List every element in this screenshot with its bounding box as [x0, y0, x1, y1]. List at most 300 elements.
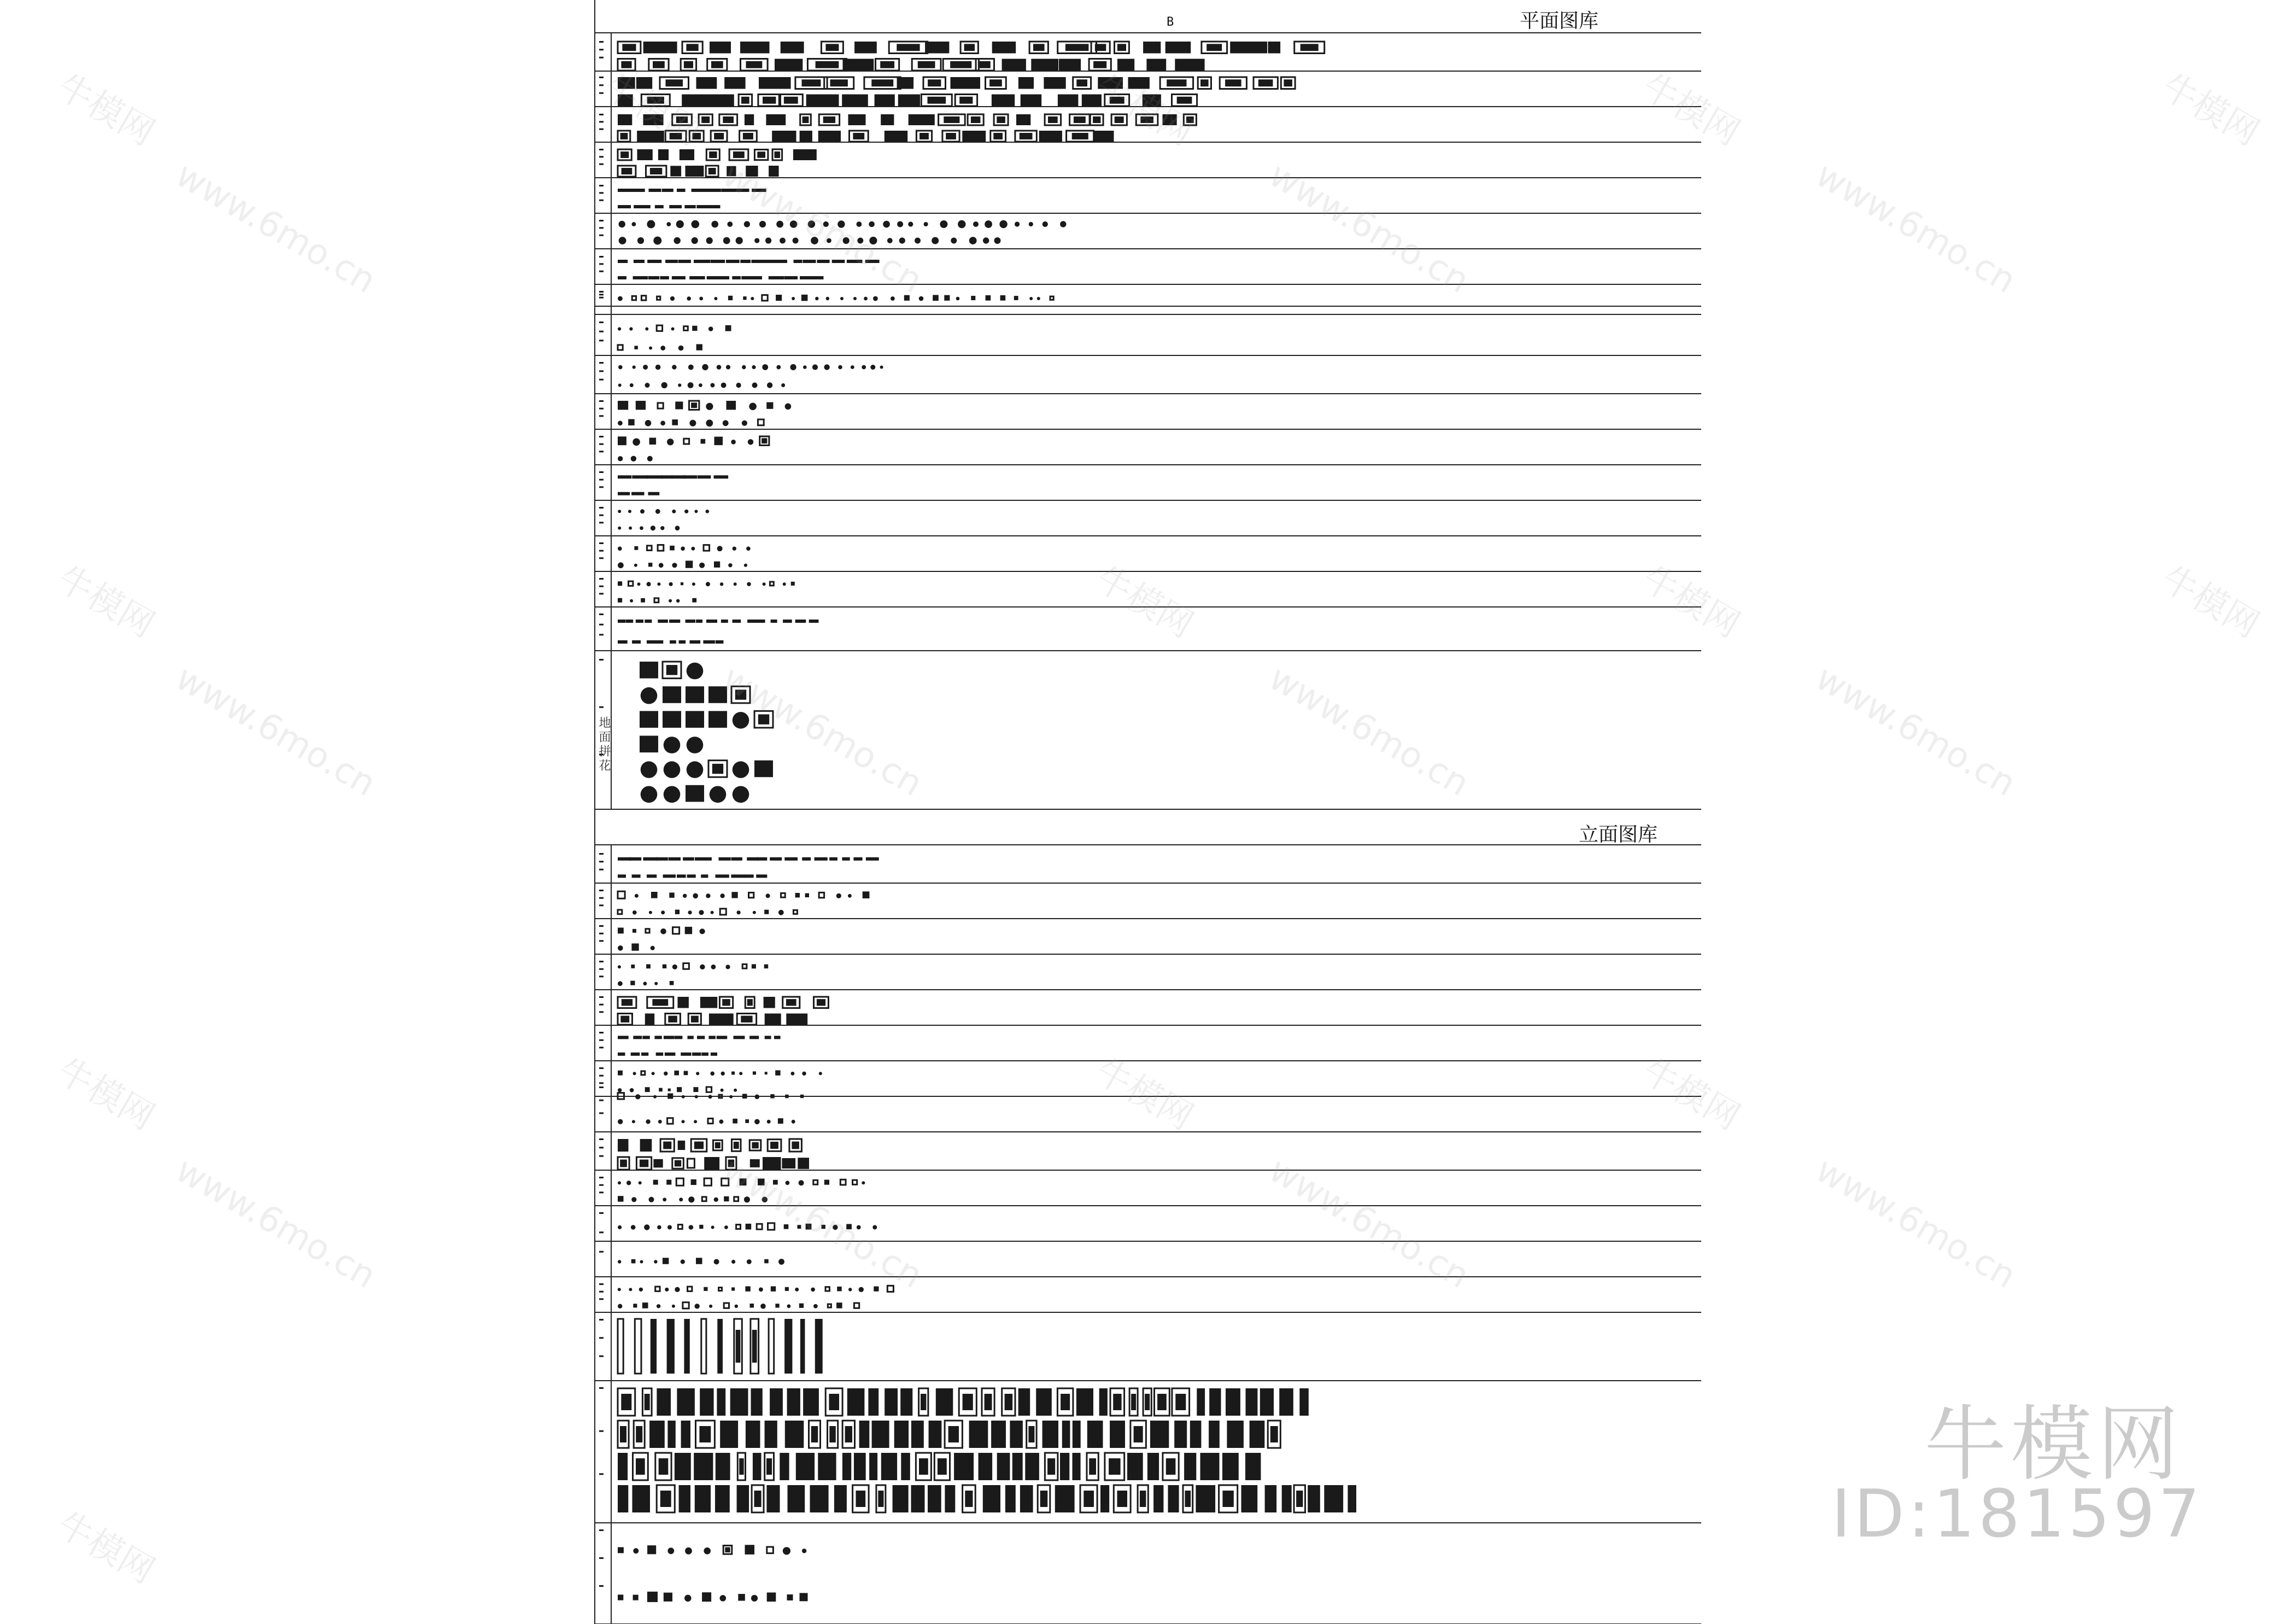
library-symbol — [862, 365, 866, 370]
row-label-mark — [599, 294, 604, 295]
library-block-detail — [1185, 1491, 1191, 1507]
library-symbol — [706, 419, 713, 427]
library-symbol — [721, 1089, 724, 1092]
library-block — [618, 436, 626, 445]
library-block — [1020, 1485, 1033, 1512]
watermark-site: www.6mo.cn — [1262, 657, 1476, 805]
library-block-detail — [919, 1458, 928, 1475]
library-symbol — [645, 328, 648, 331]
library-block-detail — [971, 116, 981, 123]
library-block — [1174, 1421, 1187, 1448]
library-block — [1245, 1453, 1261, 1480]
library-block — [1230, 42, 1267, 54]
row-label-mark — [599, 77, 604, 78]
library-block-detail — [1061, 1394, 1070, 1410]
library-symbol — [691, 547, 695, 551]
library-symbol — [790, 220, 798, 228]
library-block — [715, 1485, 730, 1512]
row-label-mark — [599, 1138, 604, 1140]
library-block — [618, 1036, 629, 1039]
library-block-detail — [766, 1458, 772, 1475]
library-symbol — [776, 365, 781, 370]
library-block — [648, 492, 660, 495]
library-symbol — [932, 237, 939, 244]
library-block — [1147, 1453, 1159, 1480]
library-symbol — [681, 1259, 685, 1264]
library-block — [770, 857, 782, 861]
library-block-detail — [668, 1016, 677, 1023]
library-block — [704, 1287, 707, 1291]
library-symbol — [767, 1120, 771, 1124]
library-symbol — [752, 365, 755, 369]
row-label-mark — [599, 192, 604, 194]
library-symbol — [720, 1595, 727, 1602]
library-block — [725, 325, 731, 331]
library-symbol — [956, 297, 960, 301]
library-block — [702, 1592, 711, 1602]
row-label-mark — [599, 114, 604, 115]
library-block — [800, 1319, 805, 1374]
library-block — [731, 1072, 735, 1075]
library-block — [737, 1485, 749, 1512]
library-block — [618, 492, 630, 495]
library-block — [799, 1304, 804, 1308]
library-block — [684, 326, 688, 331]
library-block — [618, 1196, 624, 1202]
library-symbol — [819, 1072, 822, 1075]
library-symbol — [634, 564, 637, 567]
library-block — [1163, 114, 1177, 125]
library-symbol — [687, 296, 691, 301]
library-block — [1268, 42, 1280, 54]
library-symbol — [802, 1072, 806, 1076]
library-symbol — [692, 220, 700, 229]
library-block-detail — [1296, 1491, 1303, 1507]
library-symbol — [717, 365, 722, 370]
library-block — [618, 1319, 623, 1374]
library-block — [663, 1258, 669, 1264]
library-block-detail — [640, 1160, 648, 1167]
library-block-detail — [1117, 44, 1126, 51]
row-label-mark — [599, 1086, 604, 1088]
row-label-mark — [599, 1147, 604, 1148]
library-block-detail — [997, 116, 1005, 123]
library-symbol — [891, 296, 895, 301]
library-block — [678, 1225, 682, 1229]
library-block — [962, 131, 986, 142]
row-label-mark — [599, 961, 604, 962]
library-block — [728, 296, 733, 300]
library-block-detail — [734, 1142, 739, 1149]
library-block-detail — [1222, 1491, 1233, 1507]
library-block-detail — [786, 999, 796, 1006]
library-symbol — [714, 1259, 719, 1265]
library-block — [618, 1053, 625, 1056]
row-label-mark — [599, 614, 604, 615]
library-block-detail — [792, 1142, 799, 1149]
library-symbol — [618, 365, 623, 370]
library-symbol — [711, 911, 714, 914]
library-block — [632, 1485, 651, 1512]
row-label-mark — [599, 1291, 604, 1293]
library-block — [716, 640, 724, 644]
library-block — [787, 1594, 793, 1600]
library-block — [754, 761, 773, 778]
library-block-detail — [918, 61, 935, 68]
row-label-mark — [599, 1231, 604, 1233]
library-block-detail — [752, 1142, 758, 1149]
library-block — [1082, 95, 1102, 107]
library-symbol — [924, 222, 928, 226]
library-symbol — [654, 1260, 657, 1263]
library-symbol — [733, 547, 736, 551]
library-block — [651, 1319, 657, 1374]
library-block — [900, 1388, 912, 1416]
library-block — [1039, 131, 1062, 142]
library-symbol — [744, 1196, 750, 1202]
library-block — [645, 620, 652, 623]
library-block — [722, 1178, 729, 1185]
library-symbol — [714, 297, 717, 300]
library-block — [1117, 59, 1134, 71]
library-block-detail — [938, 1458, 947, 1475]
library-symbol — [618, 1119, 623, 1124]
library-block — [842, 1453, 851, 1480]
library-symbol — [729, 1095, 733, 1099]
library-block-detail — [701, 116, 710, 123]
library-symbol — [958, 220, 965, 228]
library-symbol — [708, 326, 713, 331]
library-symbol — [618, 527, 621, 530]
library-block — [854, 1303, 859, 1308]
library-block — [1018, 77, 1034, 89]
library-symbol — [815, 297, 818, 300]
library-block — [897, 77, 914, 89]
library-block — [813, 1180, 818, 1184]
library-block — [945, 1485, 955, 1512]
library-block-detail — [823, 116, 835, 123]
watermark-site: www.6mo.cn — [1262, 154, 1476, 302]
library-symbol — [726, 365, 730, 369]
library-block — [775, 1070, 780, 1075]
row-label-mark — [599, 1082, 604, 1084]
library-symbol — [880, 366, 883, 369]
library-block — [847, 260, 863, 263]
library-symbol — [706, 237, 713, 244]
library-block-detail — [845, 1426, 852, 1442]
library-symbol — [793, 238, 799, 244]
library-block — [633, 1036, 642, 1039]
library-block — [696, 344, 702, 350]
library-block — [633, 1304, 637, 1307]
library-symbol — [676, 599, 680, 603]
library-block-detail — [1110, 97, 1124, 104]
library-symbol — [631, 456, 636, 462]
library-block — [837, 1287, 842, 1292]
library-symbol — [1029, 297, 1033, 300]
row-label-mark — [599, 436, 604, 437]
row-label-mark — [599, 1387, 604, 1389]
library-block — [696, 1258, 702, 1264]
library-symbol — [695, 510, 698, 513]
library-block — [702, 1197, 706, 1201]
library-symbol — [940, 220, 947, 228]
library-block-detail — [811, 1426, 818, 1442]
library-symbol — [660, 526, 664, 530]
library-symbol — [661, 910, 665, 914]
library-block — [704, 545, 710, 551]
library-block — [653, 1180, 658, 1185]
library-block — [643, 114, 664, 125]
library-block — [747, 620, 759, 623]
library-block — [676, 1178, 683, 1185]
library-symbol — [760, 1304, 766, 1309]
library-symbol — [688, 382, 694, 388]
library-block — [933, 295, 939, 301]
library-block — [1099, 1388, 1108, 1416]
library-symbol — [685, 1547, 692, 1555]
library-block-detail — [1040, 1491, 1048, 1507]
library-block — [764, 965, 769, 969]
library-symbol — [702, 364, 708, 370]
library-block — [655, 205, 664, 208]
library-block-detail — [1134, 1426, 1143, 1442]
library-symbol — [887, 238, 893, 243]
library-block — [640, 1139, 652, 1152]
library-block — [734, 1197, 739, 1201]
library-block — [1021, 95, 1042, 107]
library-block — [944, 295, 950, 301]
library-symbol — [664, 761, 681, 778]
library-block — [1031, 59, 1058, 71]
library-block-detail — [1157, 1394, 1167, 1410]
library-block — [634, 260, 645, 263]
library-block — [745, 114, 754, 125]
library-block — [766, 114, 786, 125]
library-block — [618, 345, 623, 350]
library-block — [750, 1304, 754, 1308]
library-block — [647, 874, 657, 878]
library-symbol — [649, 347, 652, 350]
library-block — [1165, 42, 1191, 54]
plan-library-title: 平面图库 — [1520, 10, 1599, 32]
library-block — [806, 1224, 812, 1230]
library-block — [800, 1593, 808, 1601]
library-block — [681, 1421, 690, 1448]
library-block — [787, 1388, 800, 1416]
library-block — [881, 114, 894, 125]
row-label-mark — [599, 593, 604, 594]
library-block — [670, 546, 675, 551]
library-symbol — [765, 237, 771, 243]
row-label-mark — [599, 291, 604, 293]
library-symbol — [618, 547, 622, 551]
library-block — [1076, 1388, 1093, 1416]
library-block — [736, 1225, 741, 1229]
library-block — [670, 981, 674, 985]
library-symbol — [683, 894, 687, 898]
library-block — [724, 1303, 729, 1308]
library-block-detail — [1020, 133, 1033, 139]
library-symbol — [660, 346, 665, 350]
library-block — [658, 545, 664, 551]
library-block — [1042, 1421, 1058, 1448]
library-symbol — [851, 365, 854, 369]
library-symbol — [813, 1304, 818, 1308]
library-block — [836, 1302, 842, 1308]
library-block — [1062, 1421, 1070, 1448]
library-block — [784, 276, 798, 279]
library-symbol — [737, 910, 741, 914]
row-label-mark — [599, 578, 604, 580]
row-label-mark — [599, 624, 604, 626]
library-block — [686, 620, 695, 623]
library-block — [1175, 59, 1204, 71]
library-block — [784, 1224, 789, 1229]
library-symbol — [859, 1287, 864, 1292]
library-block — [631, 1259, 636, 1264]
library-symbol — [657, 1225, 661, 1230]
library-block-detail — [741, 1016, 752, 1023]
library-symbol — [655, 365, 661, 370]
library-block-detail — [1117, 1491, 1128, 1507]
library-symbol — [811, 237, 818, 244]
row-label-mark — [599, 1319, 604, 1321]
library-block — [824, 1180, 829, 1185]
library-symbol — [721, 383, 727, 388]
library-block — [662, 189, 673, 192]
library-block — [1227, 1421, 1244, 1448]
library-symbol — [688, 1196, 694, 1202]
library-symbol — [747, 1259, 752, 1264]
library-block-detail — [928, 97, 946, 104]
library-symbol — [670, 296, 675, 301]
row-label-mark — [599, 92, 604, 94]
library-block-detail — [964, 44, 975, 51]
library-block — [901, 1453, 910, 1480]
library-symbol — [733, 761, 749, 778]
library-block — [687, 874, 696, 878]
library-symbol — [840, 297, 844, 300]
library-block — [654, 598, 659, 603]
row-label-mark — [599, 185, 604, 186]
library-symbol — [857, 238, 863, 244]
library-block — [632, 296, 636, 300]
library-block — [630, 981, 635, 985]
library-block — [690, 640, 701, 644]
library-symbol — [618, 327, 621, 330]
library-symbol — [618, 965, 621, 968]
row-label-mark — [599, 890, 604, 891]
library-symbol — [618, 562, 624, 568]
library-block — [818, 131, 841, 142]
library-block — [618, 1453, 628, 1480]
library-block — [770, 582, 774, 586]
library-block — [645, 1087, 650, 1092]
library-symbol — [633, 1072, 636, 1075]
row-label-mark — [599, 1039, 604, 1041]
row-label-mark — [599, 975, 604, 977]
library-block — [911, 1485, 925, 1512]
library-block — [783, 620, 792, 623]
library-symbol — [695, 1304, 700, 1308]
library-symbol — [714, 1197, 718, 1202]
library-symbol — [649, 911, 652, 914]
library-block-detail — [829, 1394, 839, 1410]
library-block — [677, 189, 686, 192]
library-block — [684, 1319, 689, 1374]
library-block — [631, 492, 644, 495]
library-block — [669, 205, 682, 208]
library-symbol — [644, 1224, 649, 1230]
library-block-detail — [739, 1458, 744, 1475]
row-label-mark — [599, 515, 604, 516]
library-block — [771, 620, 777, 623]
library-block — [656, 857, 668, 861]
library-symbol — [708, 1095, 712, 1099]
library-symbol — [780, 238, 786, 244]
library-symbol — [688, 910, 692, 914]
library-block-detail — [1131, 1394, 1136, 1410]
watermark-brand: 牛模网 — [1088, 1050, 1200, 1138]
library-symbol — [672, 365, 676, 369]
library-block — [764, 997, 775, 1008]
library-block — [1250, 1421, 1265, 1448]
library-symbol — [618, 1088, 622, 1092]
library-block — [1299, 1388, 1309, 1416]
library-block — [865, 260, 880, 263]
library-symbol — [618, 420, 623, 425]
library-block — [667, 1118, 673, 1124]
library-block — [785, 1095, 788, 1098]
library-block — [1044, 77, 1065, 89]
library-block-detail — [1186, 116, 1194, 123]
library-block-detail — [653, 61, 665, 68]
row-label-mark — [599, 297, 604, 299]
library-block — [724, 77, 745, 89]
library-block-detail — [1005, 1394, 1013, 1410]
library-block — [630, 189, 645, 192]
library-block — [734, 189, 749, 192]
library-block-detail — [694, 1142, 704, 1149]
library-block — [874, 1287, 878, 1292]
library-symbol — [755, 1095, 760, 1100]
library-symbol — [632, 222, 636, 226]
library-block — [663, 874, 676, 878]
library-symbol — [811, 1288, 815, 1292]
row-label-mark — [599, 550, 604, 552]
row-label-mark — [599, 1032, 604, 1033]
library-block — [733, 620, 741, 623]
library-symbol — [694, 1120, 697, 1123]
library-symbol — [628, 510, 631, 513]
library-block-detail — [816, 61, 839, 68]
library-block — [1308, 1485, 1320, 1512]
library-symbol — [709, 1305, 712, 1308]
library-block-detail — [897, 44, 919, 51]
library-symbol — [862, 1181, 865, 1184]
library-block — [618, 276, 626, 279]
library-block — [697, 1036, 705, 1039]
library-block-detail — [1089, 1458, 1096, 1475]
library-block-detail — [693, 133, 701, 139]
library-block — [784, 1319, 792, 1374]
library-symbol — [848, 894, 852, 898]
library-symbol — [728, 563, 732, 567]
library-block — [936, 1388, 953, 1416]
library-block — [776, 295, 782, 301]
library-block — [763, 260, 778, 263]
